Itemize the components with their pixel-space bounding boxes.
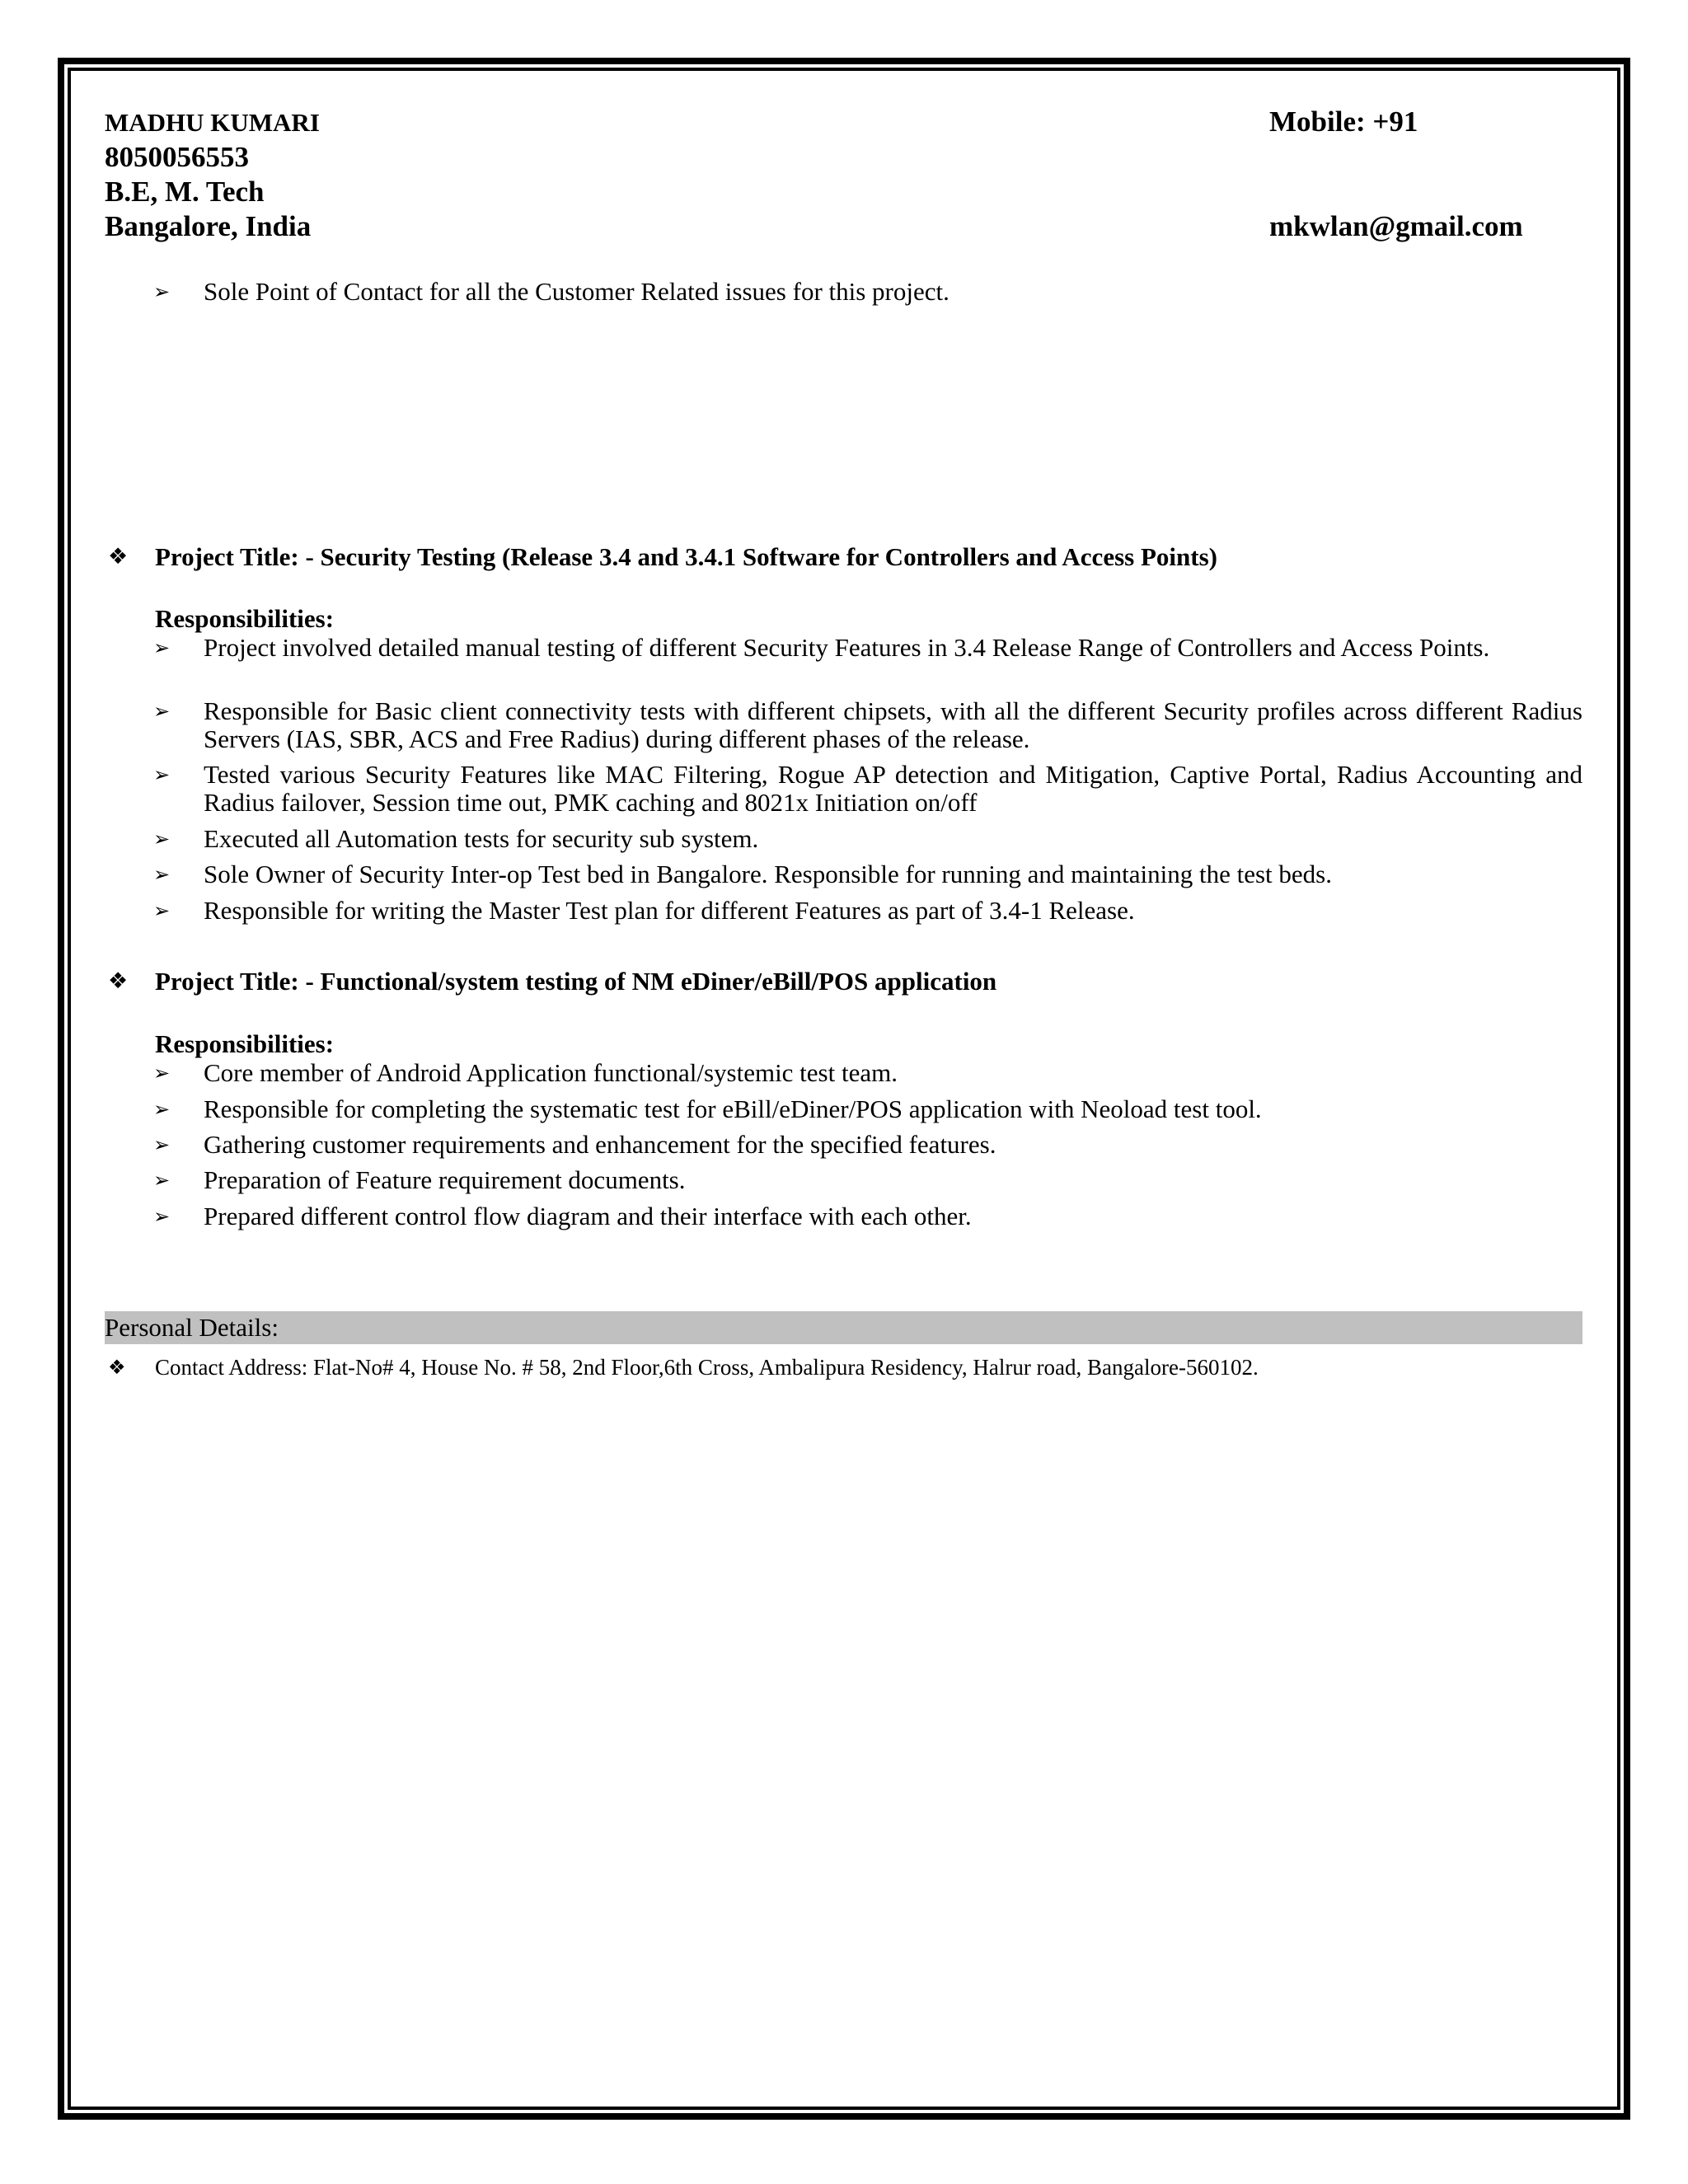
responsibilities-label: Responsibilities: (155, 1029, 335, 1058)
mobile-label: Mobile: +91 (1269, 105, 1418, 138)
location: Bangalore, India (105, 210, 312, 242)
page-border-inner (68, 68, 1620, 2110)
arrow-bullet-icon: ➢ (153, 1062, 171, 1085)
responsibilities-label: Responsibilities: (155, 604, 335, 633)
list-item: ➢ Tested various Security Features like MAC Filtering, Rogue AP detection and Mitigation, Captive Portal, Radius Accounting and Radius failover, Session time out, PMK caching and 8021x Initiation on/off (153, 760, 1582, 817)
arrow-bullet-icon: ➢ (153, 700, 171, 723)
arrow-bullet-icon: ➢ (153, 1169, 171, 1192)
arrow-bullet-icon: ➢ (153, 280, 171, 303)
list-item: ➢ Responsible for Basic client connectivity tests with different chipsets, with all the different Security profiles across different Radius Servers (IAS, SBR, ACS and Free Radius) during different phases of the release. (153, 696, 1582, 753)
personal-details-bar (105, 1311, 1582, 1344)
personal-details-heading: Personal Details: (105, 1313, 279, 1342)
arrow-bullet-icon: ➢ (153, 1205, 171, 1228)
arrow-bullet-icon: ➢ (153, 1133, 171, 1156)
arrow-bullet-icon: ➢ (153, 899, 171, 922)
diamond-bullet-icon: ❖ (108, 968, 129, 994)
candidate-name: MADHU KUMARI (105, 108, 320, 137)
list-item: ➢ Project involved detailed manual testing of different Security Features in 3.4 Release Range of Controllers and Access Points. (153, 633, 1490, 662)
arrow-bullet-icon: ➢ (153, 827, 171, 851)
arrow-bullet-icon: ➢ (153, 1098, 171, 1121)
arrow-bullet-icon: ➢ (153, 863, 171, 886)
arrow-bullet-icon: ➢ (153, 636, 171, 659)
degree: B.E, M. Tech (105, 176, 265, 208)
arrow-bullet-icon: ➢ (153, 763, 171, 786)
diamond-bullet-icon: ❖ (108, 544, 129, 569)
mobile-number: 8050056553 (105, 141, 249, 173)
diamond-bullet-icon: ❖ (108, 1356, 126, 1379)
email: mkwlan@gmail.com (1269, 210, 1523, 242)
